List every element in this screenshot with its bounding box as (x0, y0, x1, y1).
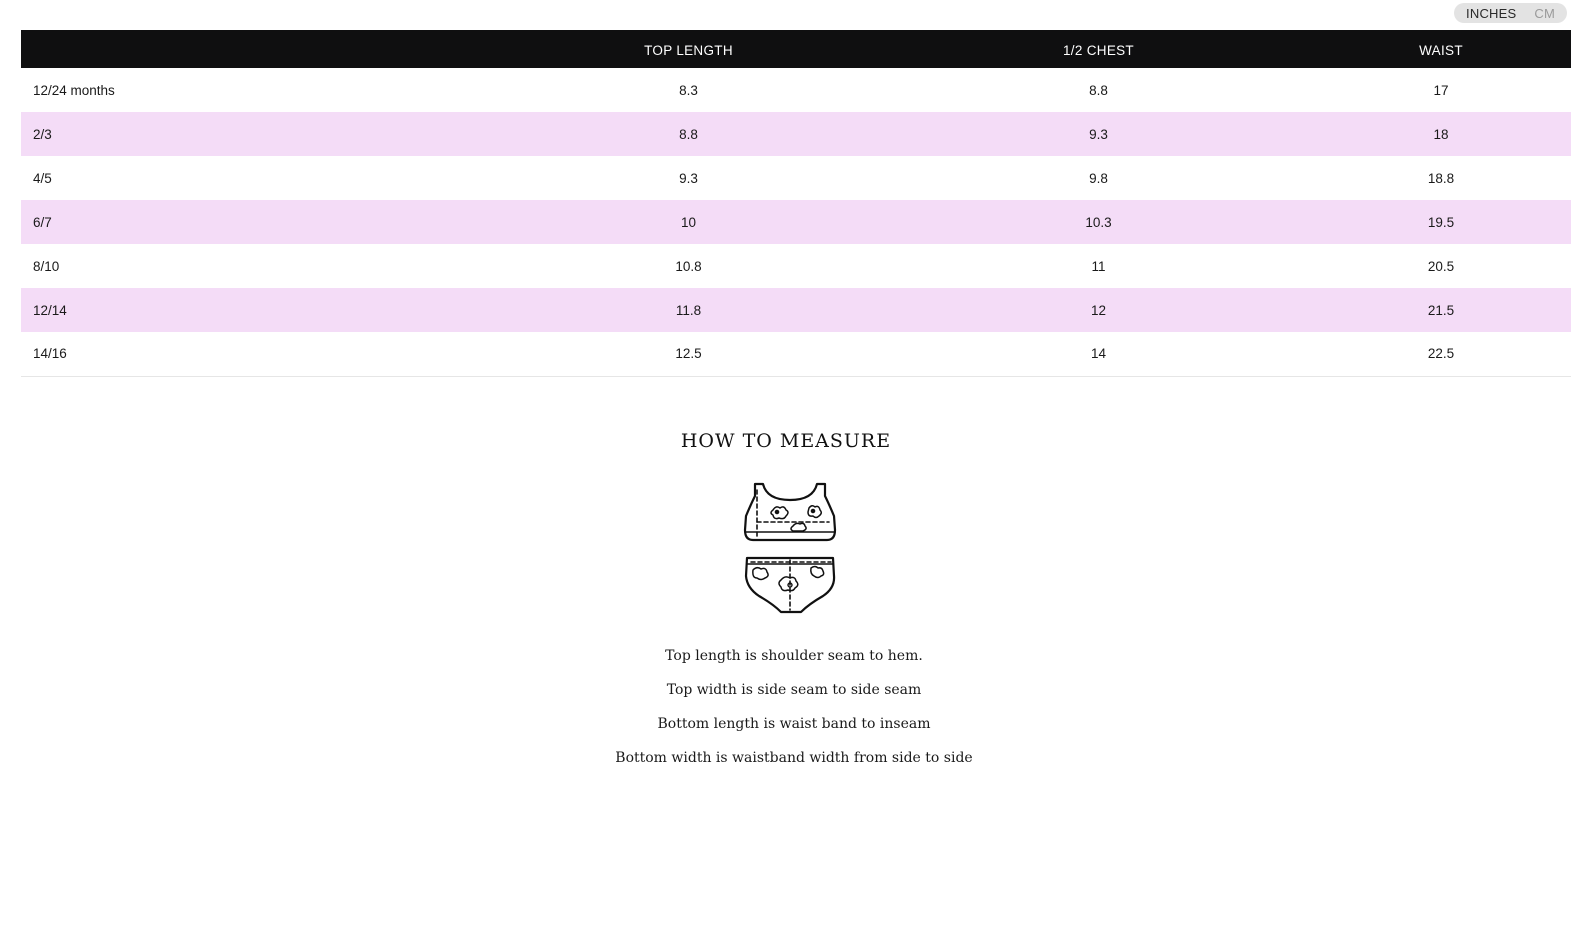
top-length-cell: 12.5 (675, 346, 702, 362)
size-cell: 12/14 (33, 302, 67, 318)
table-row (21, 112, 1571, 156)
half-chest-cell: 9.8 (1089, 170, 1108, 186)
bikini-measure-icon (743, 480, 839, 620)
top-length-cell: 9.3 (679, 170, 698, 186)
top-length-cell: 8.8 (679, 126, 698, 142)
table-header-row (21, 30, 1571, 68)
table-row (21, 332, 1571, 376)
instruction-line: Top length is shoulder seam to hem. (665, 648, 923, 664)
table-row (21, 68, 1571, 112)
size-cell: 6/7 (33, 214, 52, 230)
size-cell: 2/3 (33, 126, 52, 142)
half-chest-cell: 12 (1090, 302, 1107, 318)
waist-cell: 18.8 (1427, 170, 1455, 186)
half-chest-cell: 14 (1090, 346, 1107, 362)
instruction-line: Bottom width is waistband width from side to side (615, 750, 973, 766)
size-cell: 4/5 (33, 170, 52, 186)
waist-cell: 19.5 (1427, 214, 1455, 230)
measure-instructions (0, 648, 1588, 784)
instruction-line: Top width is side seam to side seam (666, 682, 922, 698)
table-row (21, 156, 1571, 200)
half-chest-cell: 8.8 (1089, 82, 1108, 98)
table-row (21, 288, 1571, 332)
header-half-chest: 1/2 CHEST (1063, 42, 1134, 58)
waist-cell: 22.5 (1427, 346, 1455, 362)
header-size (21, 30, 491, 68)
header-waist: WAIST (1419, 42, 1463, 58)
top-length-cell: 11.8 (675, 302, 702, 318)
size-cell: 14/16 (33, 346, 67, 362)
unit-cm-option[interactable]: CM (1534, 5, 1555, 21)
top-length-cell: 10 (680, 214, 697, 230)
half-chest-cell: 9.3 (1089, 126, 1108, 142)
size-chart-table (21, 30, 1571, 377)
instruction-line: Bottom length is waist band to inseam (657, 716, 931, 732)
top-length-cell: 10.8 (675, 258, 702, 274)
half-chest-cell: 11 (1091, 258, 1106, 274)
half-chest-cell: 10.3 (1085, 214, 1112, 230)
waist-cell: 17 (1433, 82, 1449, 98)
table-row (21, 244, 1571, 288)
waist-cell: 21.5 (1427, 302, 1455, 318)
waist-cell: 20.5 (1427, 258, 1455, 274)
unit-toggle[interactable] (1454, 3, 1567, 23)
how-to-measure-title: HOW TO MEASURE (680, 430, 892, 452)
size-cell: 12/24 months (33, 82, 115, 98)
table-row (21, 200, 1571, 244)
header-top-length: TOP LENGTH (644, 42, 733, 58)
top-length-cell: 8.3 (679, 82, 698, 98)
unit-inches-option[interactable]: INCHES (1466, 5, 1517, 21)
waist-cell: 18 (1433, 126, 1449, 142)
size-cell: 8/10 (33, 258, 60, 274)
how-to-measure-section (0, 430, 1572, 452)
